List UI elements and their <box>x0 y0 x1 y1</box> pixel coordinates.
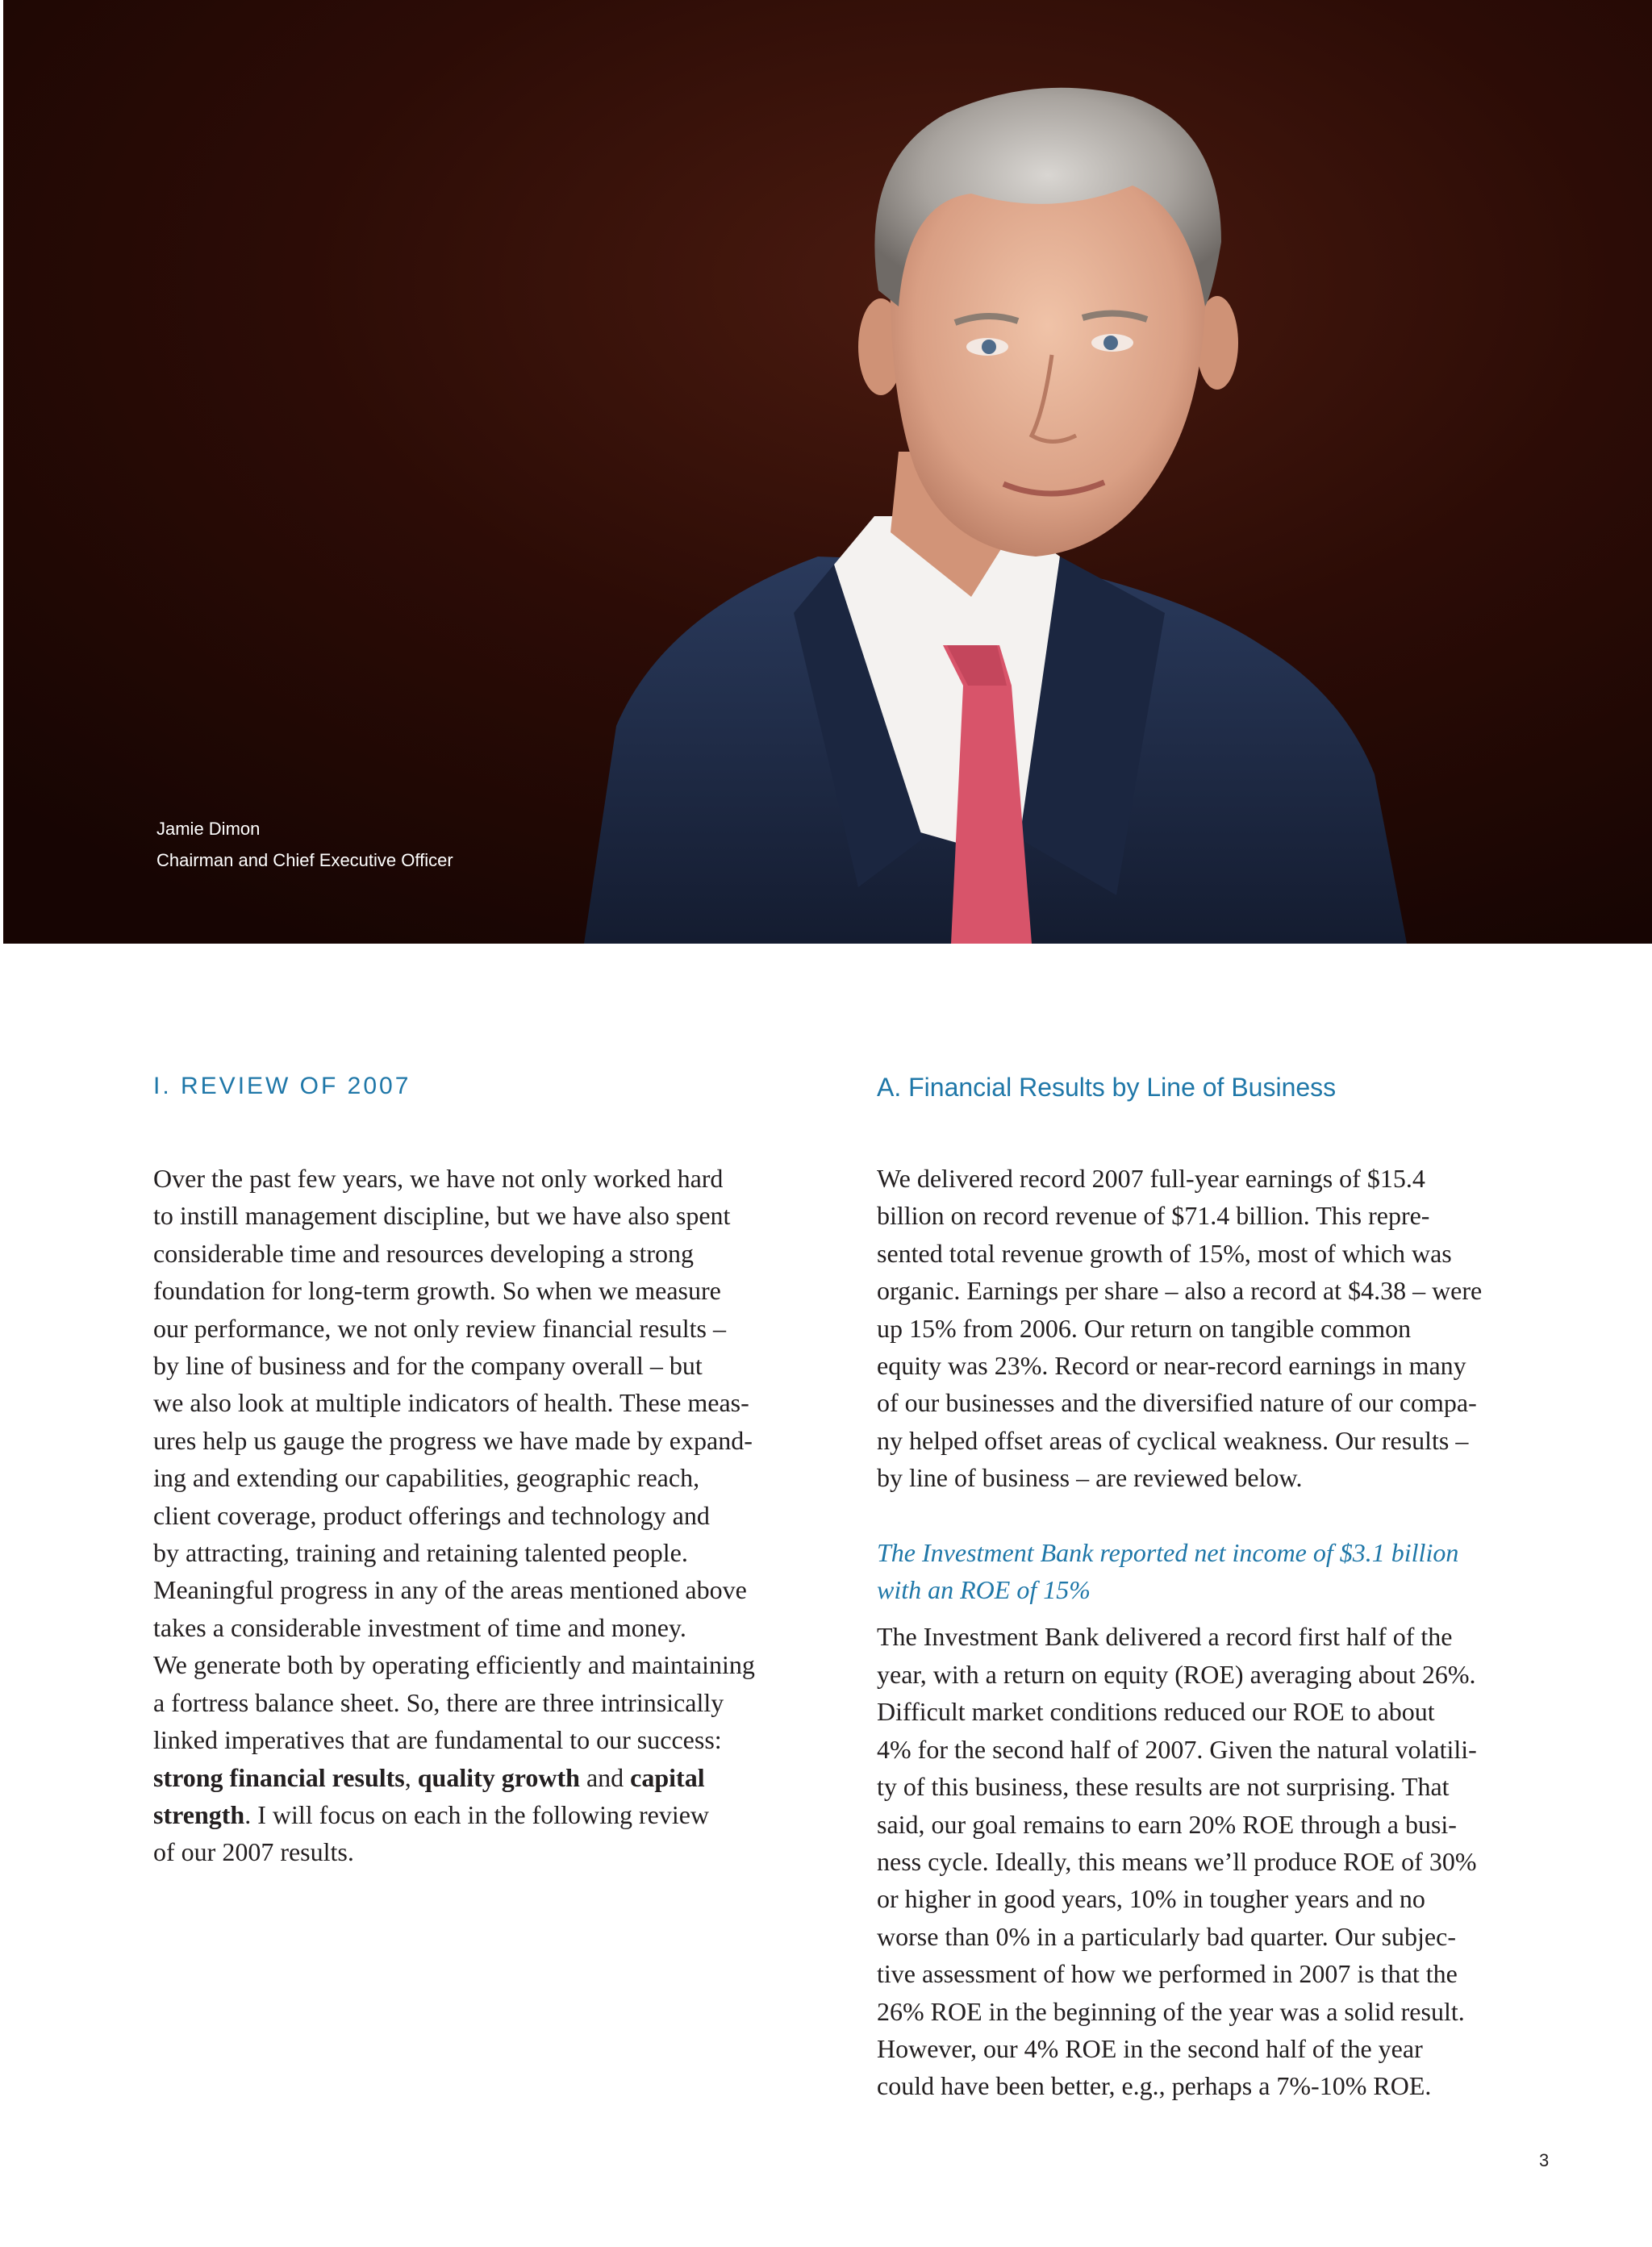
left-column <box>153 1160 823 1871</box>
ib-line: year, with a return on equity (ROE) averaging about 26%. <box>877 1659 1476 1689</box>
body-line: client coverage, product offerings and technology and <box>153 1500 710 1530</box>
emphasis-capital: capital <box>630 1762 705 1792</box>
body-line: ing and extending our capabilities, geographic reach, <box>153 1463 700 1493</box>
ib-line: ness cycle. Ideally, this means we’ll produce ROE of 30% <box>877 1846 1477 1876</box>
ib-line: could have been better, e.g., perhaps a 7%-10% ROE. <box>877 2071 1432 2101</box>
intro-line: ny helped offset areas of cyclical weakness. Our results – <box>877 1425 1469 1455</box>
caption-title: Chairman and Chief Executive Officer <box>156 850 453 870</box>
separator: and <box>579 1762 631 1792</box>
ib-line: 26% ROE in the beginning of the year was a solid result. <box>877 1996 1465 2026</box>
section-title: I. REVIEW OF 2007 <box>153 1073 411 1099</box>
ib-line: ty of this business, these results are not surprising. That <box>877 1772 1450 1802</box>
body-line-emphasis <box>153 1796 823 1833</box>
body-line: considerable time and resources developing a strong <box>153 1238 694 1268</box>
intro-line: by line of business – are reviewed below. <box>877 1463 1303 1493</box>
body-line: Over the past few years, we have not only worked hard <box>153 1164 724 1193</box>
ib-line: said, our goal remains to earn 20% ROE through a busi- <box>877 1809 1457 1839</box>
paragraph-gap <box>877 1497 1554 1534</box>
ib-line: However, our 4% ROE in the second half of the year <box>877 2033 1423 2063</box>
body-line: we also look at multiple indicators of health. These meas- <box>153 1388 749 1418</box>
intro-line: of our businesses and the diversified nature of our compa- <box>877 1388 1477 1418</box>
portrait-illustration <box>3 0 1652 944</box>
body-line: by line of business and for the company overall – but <box>153 1351 703 1381</box>
emphasis-quality-growth: quality growth <box>417 1762 580 1792</box>
right-column <box>877 1160 1554 2105</box>
body-line: by attracting, training and retaining talented people. <box>153 1538 688 1568</box>
body-text: . I will focus on each in the following review <box>244 1799 710 1829</box>
body-line: ures help us gauge the progress we have made by expand- <box>153 1425 753 1455</box>
body-line: a fortress balance sheet. So, there are three intrinsically <box>153 1687 724 1717</box>
portrait-photo <box>3 0 1652 944</box>
body-line: our performance, we not only review financial results – <box>153 1313 726 1343</box>
intro-line: equity was 23%. Record or near-record earnings in many <box>877 1351 1466 1381</box>
intro-line: sented total revenue growth of 15%, most of which was <box>877 1238 1452 1268</box>
left-iris <box>982 340 996 354</box>
ib-line: tive assessment of how we performed in 2007 is that the <box>877 1959 1458 1989</box>
ib-heading-line: The Investment Bank reported net income of $3.1 billion <box>877 1537 1459 1567</box>
intro-line: organic. Earnings per share – also a record at $4.38 – were <box>877 1276 1483 1306</box>
intro-line: up 15% from 2006. Our return on tangible common <box>877 1313 1412 1343</box>
subsection-title: A. Financial Results by Line of Business <box>877 1073 1337 1102</box>
page-number: 3 <box>1539 2150 1550 2170</box>
body-line: takes a considerable investment of time and money. <box>153 1612 686 1642</box>
separator: , <box>404 1762 418 1792</box>
ib-line: or higher in good years, 10% in tougher years and no <box>877 1884 1425 1914</box>
intro-line: We delivered record 2007 full-year earnings of $15.4 <box>877 1164 1425 1193</box>
body-line: of our 2007 results. <box>153 1837 354 1867</box>
ib-line: The Investment Bank delivered a record first half of the <box>877 1622 1453 1652</box>
photo-caption <box>156 813 453 876</box>
body-line: linked imperatives that are fundamental to our success: <box>153 1725 722 1755</box>
ib-line: 4% for the second half of 2007. Given the natural volatili- <box>877 1734 1477 1764</box>
right-iris <box>1103 336 1118 350</box>
heading-gap <box>877 1608 1554 1618</box>
ib-heading-line: with an ROE of 15% <box>877 1575 1091 1605</box>
intro-line: billion on record revenue of $71.4 billion. This repre- <box>877 1201 1430 1231</box>
caption-name: Jamie Dimon <box>156 819 261 839</box>
emphasis-strong-financial-results: strong financial results <box>153 1762 405 1792</box>
body-line: We generate both by operating efficiently and maintaining <box>153 1650 755 1680</box>
body-line: Meaningful progress in any of the areas mentioned above <box>153 1575 747 1605</box>
emphasis-strength: strength <box>153 1799 245 1829</box>
body-line-emphasis <box>153 1759 823 1796</box>
body-line: foundation for long-term growth. So when we measure <box>153 1276 721 1306</box>
ib-line: worse than 0% in a particularly bad quarter. Our subjec- <box>877 1921 1456 1951</box>
body-line: to instill management discipline, but we have also spent <box>153 1201 731 1231</box>
ib-line: Difficult market conditions reduced our ROE to about <box>877 1697 1435 1727</box>
